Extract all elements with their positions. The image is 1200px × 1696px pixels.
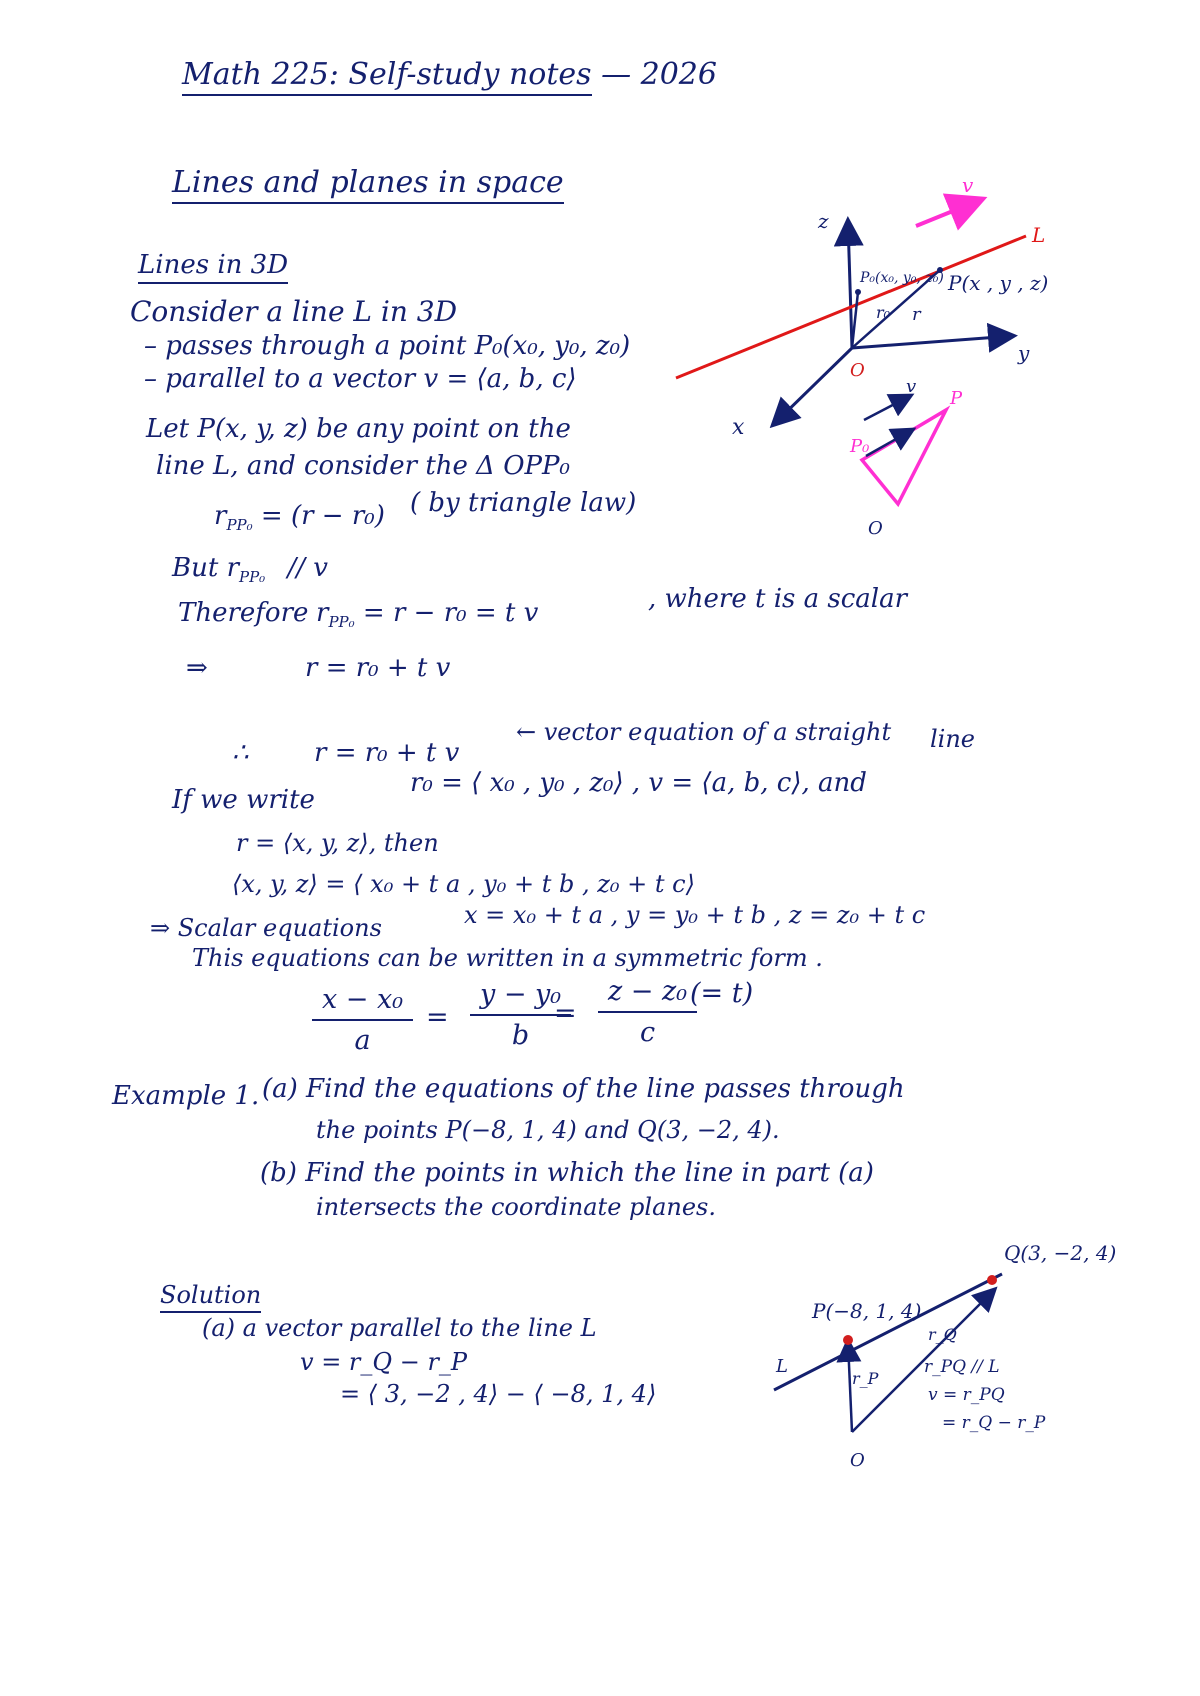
origin-label: O <box>850 360 865 381</box>
body-line-5: line L, and consider the Δ OPP₀ <box>156 451 570 481</box>
point-p-label: P(x , y , z) <box>948 271 1049 295</box>
triangle-v-label: v <box>906 376 917 397</box>
fraction-y-den: b <box>511 1020 530 1051</box>
fraction-x-den: a <box>354 1025 371 1056</box>
example-p-label: P(−8, 1, 4) <box>812 1299 922 1323</box>
y-axis-label: y <box>1018 341 1030 365</box>
sym-equals-1: = <box>426 1002 449 1033</box>
example-note-1: r_PQ // L <box>924 1357 1000 1377</box>
r-pp0-2-sub: PP₀ <box>328 613 355 632</box>
z-axis-label: z <box>818 209 829 233</box>
therefore-eq-rhs: = r − r₀ = t v <box>362 598 539 628</box>
body-line-1: Consider a line L in 3D <box>130 295 458 328</box>
solution-title: Solution <box>160 1283 261 1313</box>
example-part-b-2: intersects the coordinate planes. <box>316 1193 716 1221</box>
vector-eq-note: ← vector equation of a straight <box>516 718 892 746</box>
vector-eq-2: r = r₀ + t v <box>314 738 460 768</box>
example-label: Example 1. <box>112 1081 260 1111</box>
r-label: r <box>912 304 921 325</box>
symmetric-intro: This equations can be written in a symmetric form . <box>192 944 823 972</box>
vector-v-label: v <box>962 173 974 197</box>
scalar-note: , where t is a scalar <box>648 584 908 614</box>
therefore-label: Therefore <box>178 598 309 628</box>
subsection-title: Lines in 3D <box>138 252 288 284</box>
scalar-equations: x = x₀ + t a , y = y₀ + t b , z = z₀ + t c <box>464 901 926 929</box>
r-pp0-sub: PP₀ <box>226 516 253 535</box>
section-title: Lines and planes in space <box>172 168 564 204</box>
example-rq-label: r_Q <box>928 1325 957 1344</box>
fraction-z-den: c <box>639 1017 656 1048</box>
but-text: But r <box>172 553 239 583</box>
fraction-x-num: x − x₀ <box>312 984 413 1021</box>
example-point-p <box>843 1335 853 1345</box>
example-note-3: = r_Q − r_P <box>942 1413 1046 1433</box>
triangle-o-label: O <box>868 518 883 539</box>
sym-tail: (= t) <box>690 978 754 1009</box>
if-we-write: If we write <box>172 785 315 815</box>
scalar-equations-label: ⇒ Scalar equations <box>150 914 382 942</box>
example-q-label: Q(3, −2, 4) <box>1004 1241 1117 1265</box>
but-sub: PP₀ <box>239 568 266 587</box>
x-axis-label: x <box>732 415 745 440</box>
fraction-y-num: y − y₀ <box>470 979 571 1016</box>
body-line-2: – passes through a point P₀(x₀, y₀, z₀) <box>144 331 631 361</box>
vector-eq-1: r = r₀ + t v <box>305 653 451 683</box>
example-point-q <box>987 1275 997 1285</box>
vector-eq-note-2: line <box>930 725 976 753</box>
page-header: Math 225: Self-study notes — 2026 <box>182 60 592 96</box>
implies-arrow-1: ⇒ <box>186 653 208 683</box>
fraction-z-num: z − z₀ <box>598 976 697 1013</box>
sym-equals-2: = <box>554 998 577 1029</box>
body-line-3: – parallel to a vector v = ⟨a, b, c⟩ <box>144 364 577 394</box>
r-pp0-2: r <box>316 598 329 628</box>
triangle-p0-label: P₀ <box>850 436 870 457</box>
triangle-law-note: ( by triangle law) <box>410 488 637 518</box>
example-rp-label: r_P <box>852 1369 879 1388</box>
r-pp0: r <box>214 501 227 531</box>
triangle-law-eq: = (r − r₀) <box>260 501 385 531</box>
components-eq: ⟨x, y, z⟩ = ⟨ x₀ + t a , y₀ + t b , z₀ + t c⟩ <box>232 870 695 898</box>
r-components: r = ⟨x, y, z⟩, then <box>236 829 439 857</box>
point-p0-label: P₀(x₀, y₀, z₀) <box>860 270 944 286</box>
triangle-p-label: P <box>950 388 963 409</box>
but-parallel: // v <box>287 553 328 583</box>
solution-line-2: v = r_Q − r_P <box>300 1348 468 1376</box>
example-part-a: (a) Find the equations of the line passes through <box>262 1074 905 1104</box>
example-part-a-2: the points P(−8, 1, 4) and Q(3, −2, 4). <box>316 1116 780 1144</box>
line-l-label: L <box>1032 223 1046 247</box>
body-line-4: Let P(x, y, z) be any point on the <box>146 414 571 444</box>
solution-line-3: = ⟨ 3, −2 , 4⟩ − ⟨ −8, 1, 4⟩ <box>340 1380 657 1408</box>
r0-label: r₀ <box>876 303 891 322</box>
example-note-2: v = r_PQ <box>928 1385 1005 1405</box>
solution-line-1: (a) a vector parallel to the line L <box>202 1314 597 1342</box>
if-we-write-eq: r₀ = ⟨ x₀ , y₀ , z₀⟩ , v = ⟨a, b, c⟩, and <box>410 768 867 798</box>
example-l-label: L <box>776 1356 788 1377</box>
example-part-b: (b) Find the points in which the line in part (a) <box>260 1158 874 1188</box>
hence-symbol: ∴ <box>232 738 249 768</box>
example-o-label: O <box>850 1450 865 1471</box>
